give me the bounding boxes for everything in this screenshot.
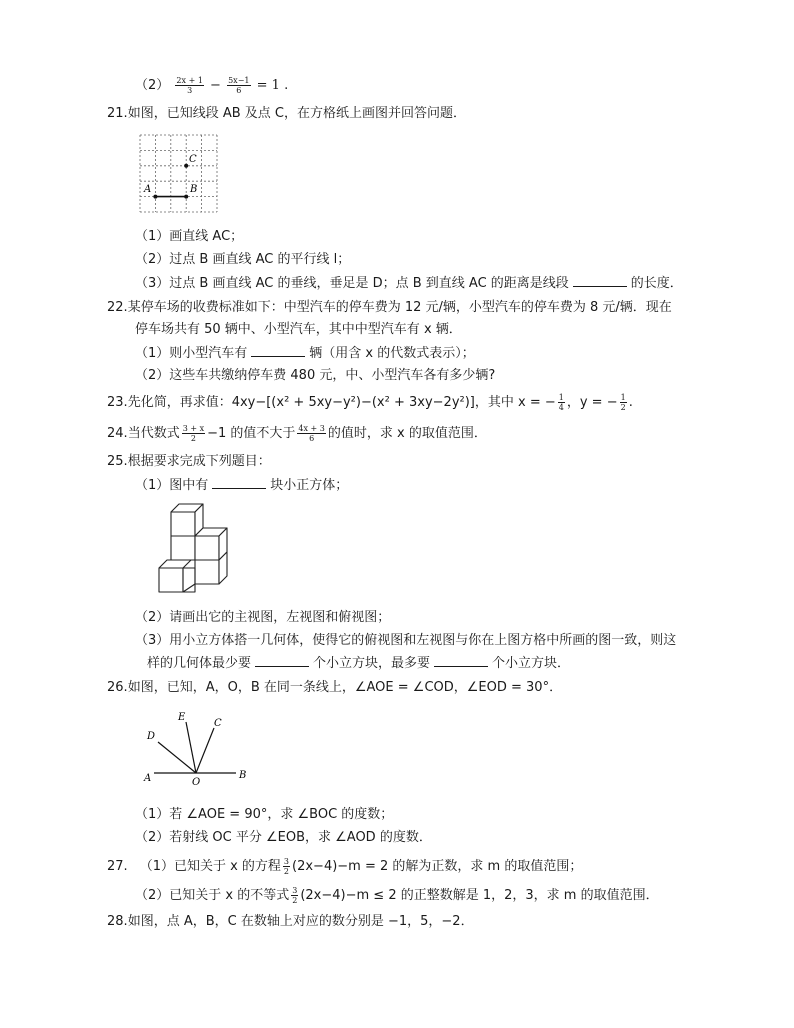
point-b [184, 195, 188, 199]
label-e: E [178, 712, 186, 723]
question-number: 21. [107, 106, 128, 121]
q22-p2: （2）这些车共缴纳停车费 480 元，中、小型汽车各有多少辆? [135, 368, 496, 383]
question-number: 25. [107, 454, 128, 469]
answer-blank [573, 274, 627, 287]
label-o: O [192, 777, 201, 788]
label-c: C [214, 718, 222, 729]
q22-text-2: 停车场共有 50 辆中、小型汽车，其中中型汽车有 x 辆． [135, 322, 462, 337]
q26-p1: （1）若 ∠AOE = 90°，求 ∠BOC 的度数； [135, 807, 394, 822]
q21-p2: （2）过点 B 画直线 AC 的平行线 l； [135, 252, 351, 267]
label-c: C [189, 154, 197, 165]
question-number: 23. [107, 395, 128, 410]
q20-part2: （2） $\frac{2x + 1}{3}$ − $\frac{5x-1}{6}$ = 1 . [135, 76, 289, 95]
label-a: A [144, 184, 152, 195]
label-b: B [190, 184, 198, 195]
q27-p1: 27. （1）已知关于 x 的方程 $\frac{3}{2}$ (2x−4)−m = 2 的解为正数，求 m 的取值范围； [107, 857, 583, 876]
answer-blank [212, 476, 266, 489]
answer-blank [251, 344, 305, 357]
q23-text: 23.先化简，再求值：4xy−[(x² + 5xy−y²)−(x² + 3xy−2y²)]，其中 x = − $\frac{1}{4}$ ，y = − $\frac{1}{2}$ . [107, 393, 633, 412]
q27-p2: （2）已知关于 x 的不等式 $\frac{3}{2}$ (2x−4)−m ≤ 2 的正整数解是 1，2，3，求 m 的取值范围． [135, 886, 659, 905]
point-a [153, 195, 157, 199]
q26-angle-figure [140, 708, 252, 788]
question-number: 28. [107, 914, 128, 929]
question-number: 22. [107, 300, 128, 315]
q22-p1: （1）则小型汽车有 辆（用含 x 的代数式表示）； [135, 346, 475, 361]
question-number: 24. [107, 426, 128, 441]
q22-text-1: 22.某停车场的收费标准如下：中型汽车的停车费为 12 元/辆，小型汽车的停车费为 8 元/辆．现在 [107, 300, 672, 315]
question-number: 26. [107, 680, 128, 695]
label-b: B [239, 770, 247, 781]
answer-blank [255, 654, 309, 667]
q25-p3: （3）用小立方体搭一几何体，使得它的俯视图和左视图与你在上图方格中所画的图一致，则这 [135, 633, 677, 648]
answer-blank [434, 654, 488, 667]
q25-text: 25.根据要求完成下列题目： [107, 454, 271, 469]
q21-p3: （3）过点 B 画直线 AC 的垂线，垂足是 D；点 B 到直线 AC 的距离是线段 的长度． [135, 276, 683, 291]
q25-p2: （2）请画出它的主视图，左视图和俯视图； [135, 610, 391, 625]
label-a: A [144, 773, 152, 784]
q20-fraction-2: $\frac{5x-1}{6}$ [228, 76, 250, 95]
q21-text: 21.如图，已知线段 AB 及点 C，在方格纸上画图并回答问题． [107, 106, 466, 121]
question-number: 27. [107, 859, 128, 874]
q25-cube-figure [155, 500, 235, 596]
q25-p1: （1）图中有 块小正方体； [135, 478, 349, 493]
q26-p2: （2）若射线 OC 平分 ∠EOB，求 ∠AOD 的度数． [135, 830, 432, 845]
point-c [184, 164, 188, 168]
q20-part2-label: （2） [135, 78, 170, 93]
q25-p3-line2: 样的几何体最少要 个小立方块，最多要 个小立方块． [147, 656, 571, 671]
q24-text: 24.当代数式 $\frac{3 + x}{2}$ −1 的值不大于 $\frac{4x + 3}{6}$ 的值时，求 x 的取值范围． [107, 424, 487, 443]
ray-oc [196, 728, 214, 773]
q21-p1: （1）画直线 AC； [135, 229, 244, 244]
q28-text: 28.如图，点 A，B，C 在数轴上对应的数分别是 −1，5，−2． [107, 914, 474, 929]
label-d: D [147, 731, 156, 742]
q26-text: 26.如图，已知，A，O，B 在同一条线上，∠AOE = ∠COD，∠EOD = 30°． [107, 680, 563, 695]
q21-grid-figure [138, 133, 220, 215]
q20-fraction-1: $\frac{2x + 1}{3}$ [176, 76, 203, 95]
